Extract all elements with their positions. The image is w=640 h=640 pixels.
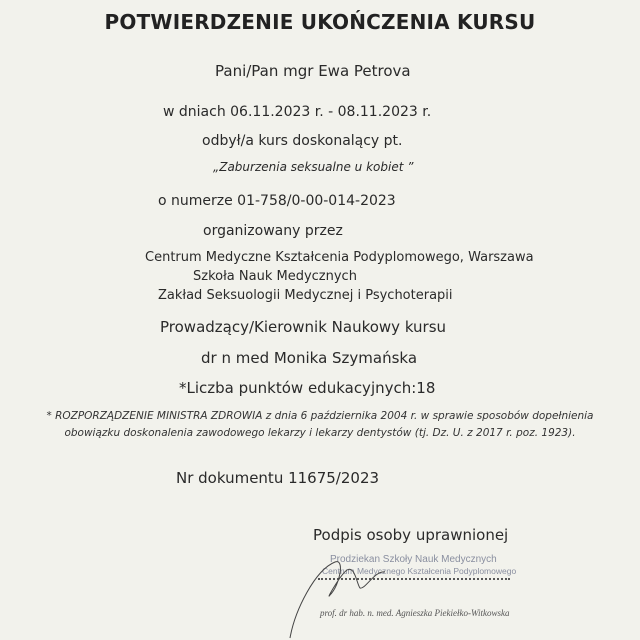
recipient: Pani/Pan mgr Ewa Petrova	[215, 62, 411, 80]
organizer-line: Zakład Seksuologii Medycznej i Psychoterapii	[158, 288, 453, 303]
organized-by-label: organizowany przez	[203, 223, 343, 239]
organizer-line: Szkoła Nauk Medycznych	[193, 269, 357, 284]
organizer-line: Centrum Medyczne Kształcenia Podyplomowego, Warszawa	[145, 250, 534, 265]
legal-footnote: * ROZPORZĄDZENIE MINISTRA ZDROWIA z dnia 6 października 2004 r. w sprawie sposobów dopełnienia obowiązku doskonalenia zawodowego lekarzy i lekarzy dentystów (tj. Dz. U. z 2017 r. poz. 1923).	[46, 410, 594, 439]
course-title: „Zaburzenia seksualne u kobiet ”	[213, 160, 414, 174]
signer-name: prof. dr hab. n. med. Agnieszka Piekiełko-Witkowska	[320, 608, 510, 618]
stamp-line: Prodziekan Szkoły Nauk Medycznych	[330, 554, 497, 565]
course-number: o numerze 01-758/0-00-014-2023	[158, 193, 396, 209]
document-title: POTWIERDZENIE UKOŃCZENIA KURSU	[104, 10, 536, 34]
course-dates: w dniach 06.11.2023 r. - 08.11.2023 r.	[163, 104, 432, 120]
leader-name: dr n med Monika Szymańska	[201, 349, 418, 367]
signature-label: Podpis osoby uprawnionej	[313, 526, 509, 544]
completed-text: odbył/a kurs doskonalący pt.	[202, 133, 403, 149]
handwritten-signature	[285, 540, 405, 640]
stamp-line: Centrum Medycznego Kształcenia Podyplomowego	[322, 566, 517, 576]
education-points: *Liczba punktów edukacyjnych:18	[179, 379, 436, 397]
document-number: Nr dokumentu 11675/2023	[176, 469, 380, 487]
leader-label: Prowadzący/Kierownik Naukowy kursu	[160, 318, 447, 336]
